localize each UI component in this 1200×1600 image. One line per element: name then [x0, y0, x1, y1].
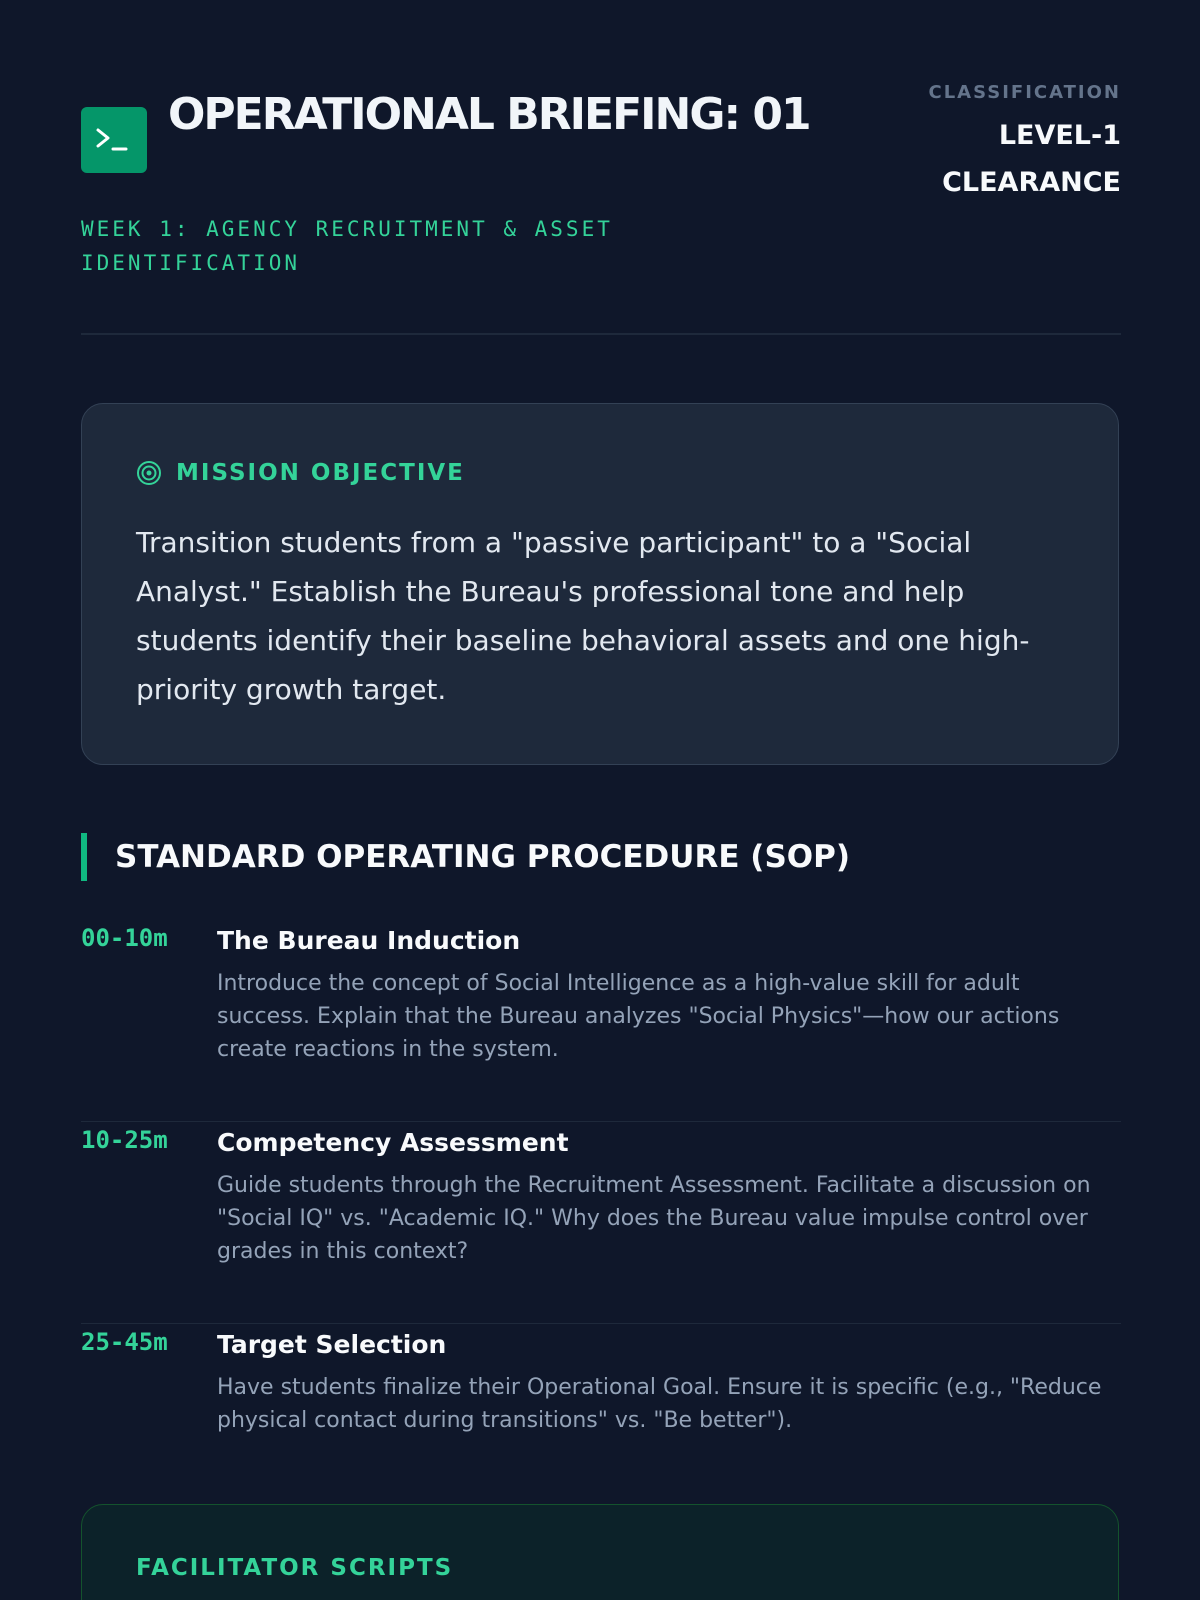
- header-divider: [81, 333, 1121, 335]
- sop-description: Have students finalize their Operational Goal. Ensure it is specific (e.g., "Reduce physical contact during transitions" vs. "Be better").: [217, 1375, 1102, 1433]
- sop-item: [81, 1122, 1121, 1324]
- page-subtitle: WEEK 1: AGENCY RECRUITMENT & ASSET IDENTIFICATION: [81, 217, 613, 275]
- mission-objective-card: [81, 403, 1119, 765]
- sop-list: [81, 920, 1121, 1525]
- sop-title: STANDARD OPERATING PROCEDURE (SOP): [81, 833, 1121, 881]
- sop-time: 25-45m: [81, 1328, 168, 1356]
- mission-label: MISSION OBJECTIVE: [176, 460, 465, 486]
- classification-block: [901, 80, 1121, 206]
- sop-item: [81, 920, 1121, 1122]
- classification-value: LEVEL-1 CLEARANCE: [942, 120, 1121, 198]
- sop-description: Introduce the concept of Social Intelligence as a high-value skill for adult success. Explain that the Bureau analyzes "Social Physics"—how our actions create reactions in the system.: [217, 971, 1060, 1062]
- sop-description: Guide students through the Recruitment Assessment. Facilitate a discussion on "Social IQ" vs. "Academic IQ." Why does the Bureau value impulse control over grades in this context?: [217, 1173, 1091, 1264]
- page-title: OPERATIONAL BRIEFING: 01: [168, 89, 810, 140]
- terminal-icon: [81, 107, 147, 173]
- sop-time: 10-25m: [81, 1126, 168, 1154]
- classification-label: CLASSIFICATION: [928, 82, 1121, 103]
- sop-item: [81, 1324, 1121, 1525]
- facilitator-label: FACILITATOR SCRIPTS: [136, 1555, 454, 1581]
- facilitator-scripts-card: [81, 1504, 1119, 1600]
- sop-heading: Competency Assessment: [217, 1128, 569, 1157]
- sop-time: 00-10m: [81, 924, 168, 952]
- sop-heading: Target Selection: [217, 1330, 447, 1359]
- mission-heading: [136, 460, 465, 486]
- sop-heading: The Bureau Induction: [217, 926, 521, 955]
- mission-text: Transition students from a "passive participant" to a "Social Analyst." Establish the Bureau's professional tone and help students identify their baseline behavioral assets and one high-priority growth target.: [136, 526, 1030, 706]
- target-icon: [136, 460, 162, 486]
